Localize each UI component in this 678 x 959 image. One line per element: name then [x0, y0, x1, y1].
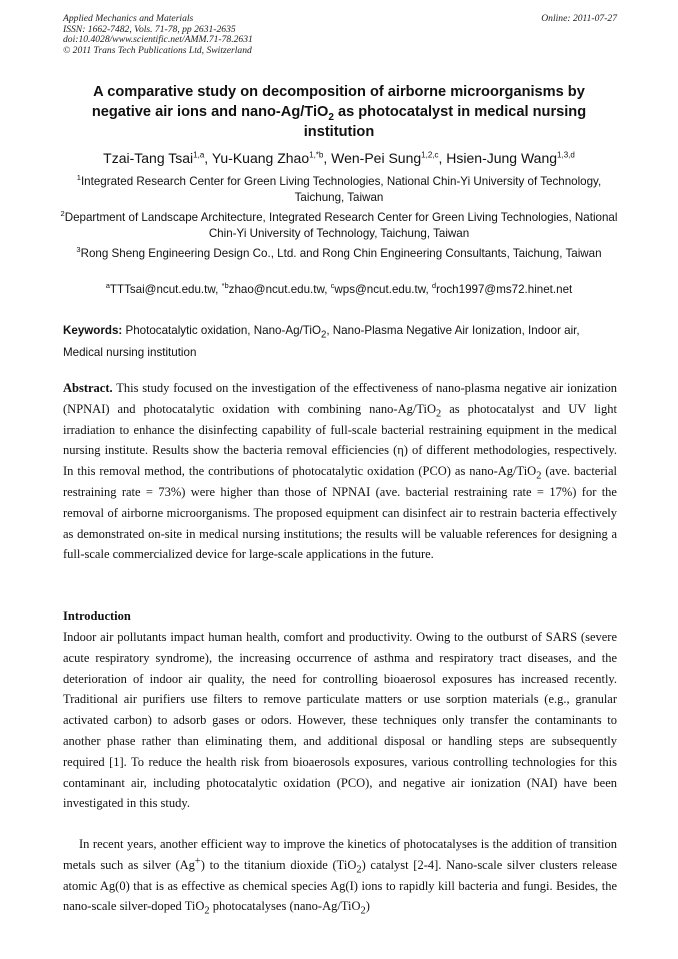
paper-title	[56, 82, 622, 142]
author: Tzai-Tang Tsai$^{1,a}$,	[103, 150, 212, 166]
author-list	[40, 148, 638, 168]
author: Wen-Pei Sung$^{1,2,c}$,	[331, 150, 447, 166]
affiliation-1: $^1$Integrated Research Center for Green Living Technologies, National Chin-Yi University of Technology, Taichung, Taiwan	[76, 173, 602, 204]
online-date: Online: 2011-07-27	[541, 13, 617, 24]
affiliation-3: $^3$Rong Sheng Engineering Design Co., Ltd. and Rong Chin Engineering Consultants, Taichung, Taiwan	[76, 245, 602, 260]
keywords: Keywords: Photocatalytic oxidation, Nano-Ag/TiO$_2$, Nano-Plasma Negative Air Ionization, Indoor air, Medical nursing institution	[63, 324, 580, 359]
title-line-3: institution	[303, 124, 375, 140]
abstract-label: Abstract.	[63, 381, 113, 395]
keywords-label: Keywords:	[63, 324, 123, 337]
doi-line: doi:10.4028/www.scientific.net/AMM.71-78.2631	[63, 34, 253, 46]
author: Hsien-Jung Wang$^{1,3,d}$	[446, 150, 575, 166]
paragraph: Indoor air pollutants impact human health, comfort and productivity. Owing to the outburst of SARS (severe acute respiratory syndrome), the increasing occurrence of asthma and respiratory tract diseases, and the deterioration of indoor air quality, the need for controlling bioaerosol exposures has increased recently. Traditional air purifiers use filters to remove particulate matters or use sorption materials (e.g., granular activated carbon) to adsorb gases or odors. However, these techniques only transfer the contaminants to another phase rather than eliminating them, and additional disposal or handling steps are subsequently required [1]. To reduce the health risk from bioaerosols exposures, various controlling technologies for this contaminant air, including photocatalytic oxidation (PCO), and negative air ionization (NAI) have been investigated in this study.	[63, 630, 617, 811]
author: Yu-Kuang Zhao$^{1,*b}$,	[211, 150, 332, 166]
title-line-1: A comparative study on decomposition of airborne microorganisms by	[93, 84, 585, 100]
abstract: Abstract. This study focused on the investigation of the effectiveness of nano-plasma negative air ionization (NPNAI) and photocatalytic oxidation with combining nano-Ag/TiO$_2$ as photocatalyst and UV light irradiation to enhance the disinfecting capability of full-scale bacterial restraining equipment in the medical nursing institute. Results show the bacteria removal efficiencies (η) of different methodologies, respectively. In this removal method, the contributions of photocatalytic oxidation (PCO) as nano-Ag/TiO$_2$ (ave. bacterial restraining rate = 73%) were higher than those of NPNAI (ave. bacterial restraining rate = 17%) for the removal of airborne microorganisms. The proposed equipment can disinfect air to restrain bacteria effectively as demonstrated on-site in medical nursing institutions; the results will be valuable references for designing a full-scale commercialized device for large-scale applications in the future.	[63, 381, 617, 562]
affiliation-2: $^2$Department of Landscape Architecture, Integrated Research Center for Green Living Technologies, National Chin-Yi University of Technology, Taichung, Taiwan	[60, 209, 618, 240]
issn-line: ISSN: 1662-7482, Vols. 71-78, pp 2631-2635	[63, 23, 236, 35]
paragraph: In recent years, another efficient way to improve the kinetics of photocatalyses is the addition of transition metals such as silver (Ag+) to the titanium dioxide (TiO$_2$) catalyst [2-4]. Nano-scale silver clusters release atomic Ag(0) that is as effective as chemical species Ag(I) ions to rapidly kill bacteria and fungi. Besides, the nano-scale silver-doped TiO$_2$ photocatalyses (nano-Ag/TiO$_2$)	[63, 837, 617, 917]
section-heading-introduction: Introduction	[63, 609, 131, 623]
journal-name: Applied Mechanics and Materials	[63, 13, 194, 24]
page-header	[63, 14, 617, 56]
copyright-line: © 2011 Trans Tech Publications Ltd, Switzerland	[63, 44, 252, 56]
email-line: $^a$TTTsai@ncut.edu.tw, $^{*b}$zhao@ncut.edu.tw, $^c$wps@ncut.edu.tw, $^d$roch1997@ms72.hinet.net	[105, 281, 573, 296]
title-line-2: negative air ions and nano-Ag/TiO$_2$ as photocatalyst in medical nursing	[91, 104, 587, 123]
